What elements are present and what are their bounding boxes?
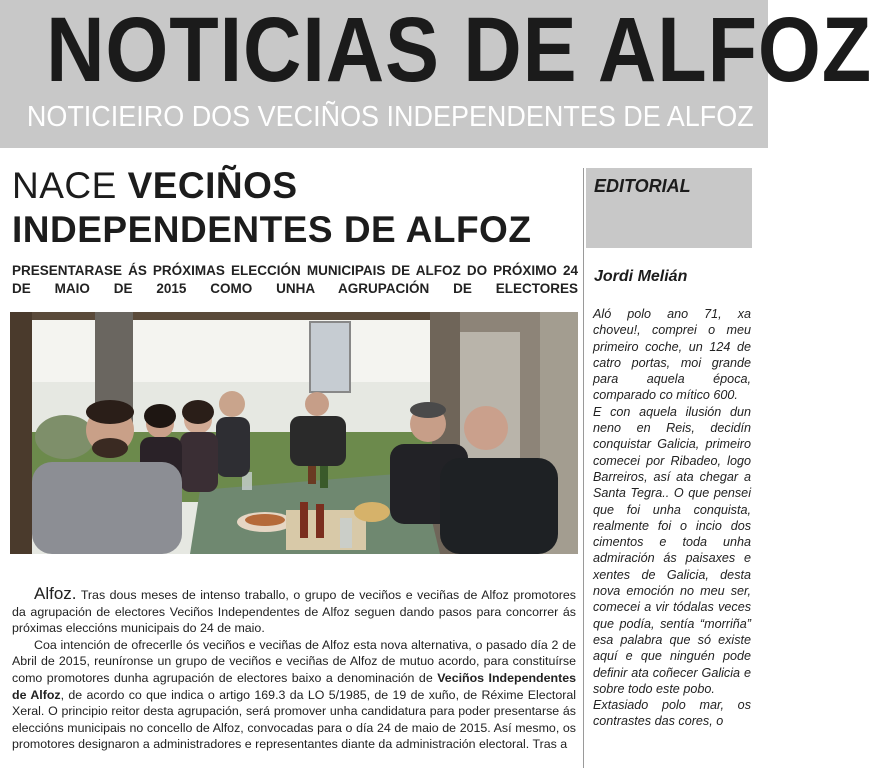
column-divider <box>583 168 584 768</box>
newspaper-title: NOTICIAS DE ALFOZ <box>46 0 872 101</box>
paragraph-1-text: Tras dous meses de intenso traballo, o grupo de veciños e veciñas de Alfoz promotores da agrupación de electores Veciños Independentes de Alfoz seguen dando pasos para concorrer ás próximas eleccións municipais do 24 de maio. <box>12 588 576 636</box>
editorial-author: Jordi Melián <box>594 268 688 285</box>
editorial-paragraph-1: Aló polo ano 71, xa choveu!, comprei o meu primeiro coche, un 124 de catro portas, moi grande para aquela época, comparado co mítico 600. <box>593 307 751 403</box>
paragraph-2-text-a: Coa intención de ofrecerlle ós veciños e veciñas de Alfoz esta nova alternativa, o pasado día 2 de Abril de 2015, reuníronse un grupo de veciños e veciñas de Alfoz de mutuo acordo, para constituírse como promotores dunha agrupación de electores baixo a denominación de <box>12 637 576 685</box>
editorial-label: EDITORIAL <box>594 176 691 196</box>
editorial-header-box <box>586 168 752 248</box>
article-body <box>12 586 576 753</box>
headline-bold-line-1: VECIÑOS <box>127 165 298 206</box>
editorial-paragraph-3: Extasiado polo mar, os contrastes das cores, o <box>593 698 751 729</box>
editorial-paragraph-2: E con aquela ilusión dun neno en Reis, decidín conquistar Galicia, primeiro comecei por Ribadeo, logo Barreiros, así ata chegar a Santa Tegra.. O que pensei que foi unha conquista, realmente foi o incio dos cimentos e toda unha admiración ás paisaxes e xentes de Galicia, desta nova emoción no meu ser, comecei a vir tódalas veces que podía, sentía “morriña” esa palabra que só existe aquí e que ninguén pode definir ata coñecer Galicia e sobre todo este pobo. <box>593 404 751 696</box>
group-photo <box>10 312 578 554</box>
editorial-body <box>593 306 751 730</box>
paragraph-2-bold: Veciños Independentes de Alfoz <box>12 670 576 702</box>
article-deck: PRESENTARASE ÁS PRÓXIMAS ELECCIÓN MUNICIPAIS DE ALFOZ DO PRÓXIMO 24 DE MAIO DE 2015 COMO UNHA AGRUPACIÓN DE ELECTORES <box>12 263 578 296</box>
article-paragraph-1 <box>12 586 576 637</box>
masthead <box>0 0 872 148</box>
newspaper-subtitle: NOTICIEIRO DOS VECIÑOS INDEPENDENTES DE ALFOZ <box>26 101 754 133</box>
paragraph-2-text-b: , de acordo co que indica o artigo 169.3 da LO 5/1985, de 19 de xuño, de Réxime Electoral Xeral. O principio reitor desta agrupación, será promover unha candidatura para poder presentarse ás eleccións municipais no concello de Alfoz, convocadas para o día 24 de maio de 2015. Así mesmo, os promotores designaron a administradores e representantes diante da administración electoral. Tras a <box>12 687 576 752</box>
article-headline <box>12 164 582 252</box>
headline-bold-line-2: INDEPENDENTES DE ALFOZ <box>12 209 532 250</box>
article-paragraph-2 <box>12 637 576 753</box>
dateline: Alfoz. <box>34 584 77 603</box>
headline-light: NACE <box>12 165 128 206</box>
